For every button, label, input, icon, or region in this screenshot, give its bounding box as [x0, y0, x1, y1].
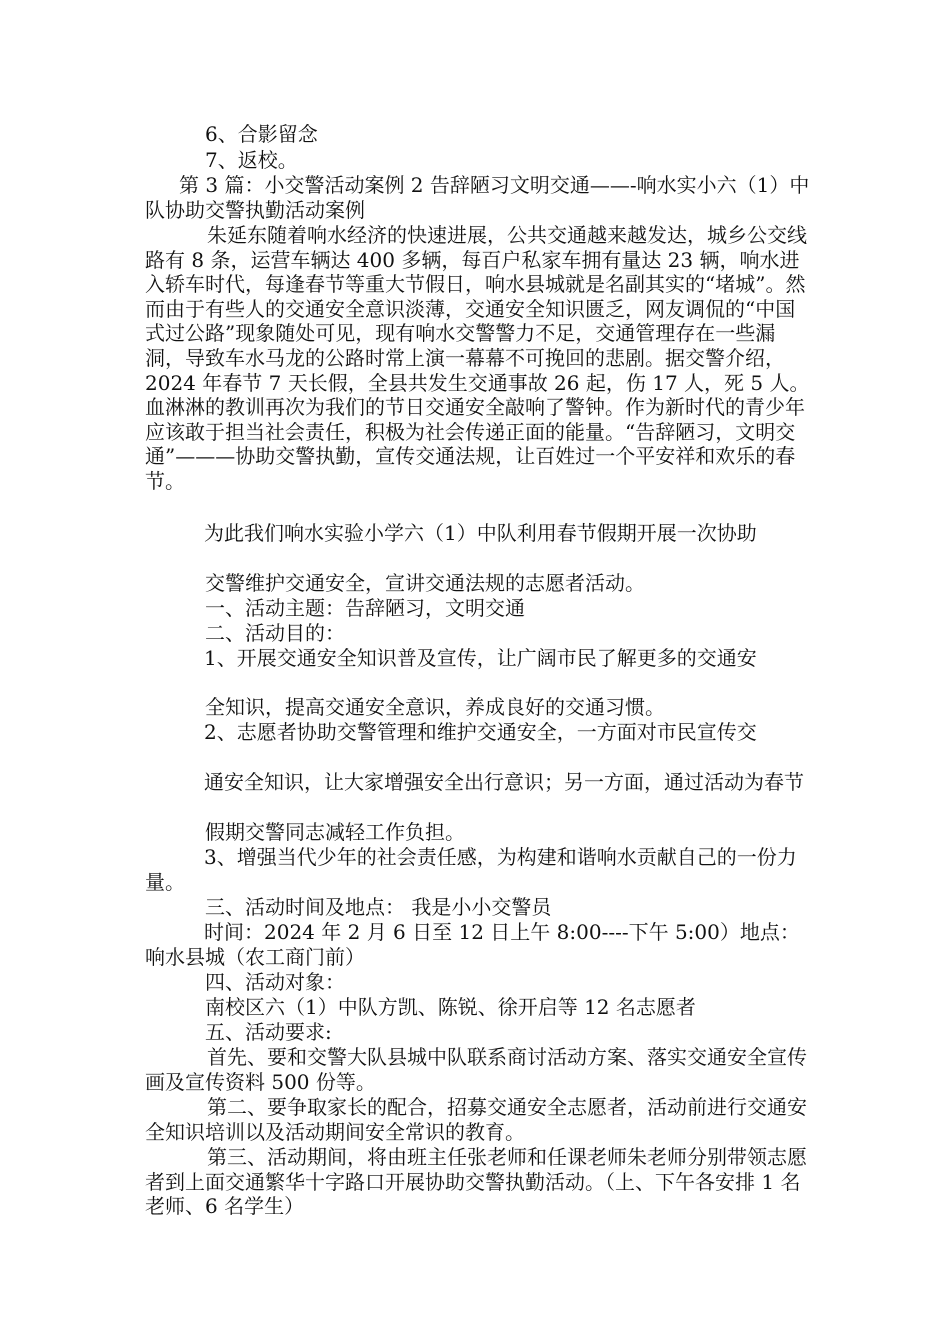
paragraph: 四、活动对象：: [205, 970, 345, 994]
paragraph: 时间：2024 年 2 月 6 日至 12 日上午 8:00----下午 5:00）地点：响水县城（农工商门前）: [145, 920, 800, 969]
paragraph: 7、返校。: [205, 148, 298, 172]
paragraph: 第三、活动期间，将由班主任张老师和任课老师朱老师分别带领志愿者到上面交通繁华十字路口开展协助交警执勤活动。（上、下午各安排 1 名老师、6 名学生）: [145, 1145, 807, 1219]
paragraph: 2、志愿者协助交警管理和维护交通安全，一方面对市民宣传交: [204, 720, 757, 744]
paragraph: 朱延东随着响水经济的快速进展，公共交通越来越发达，城乡公交线路有 8 条，运营车辆达 400 多辆，每百户私家车拥有量达 23 辆，响水进入轿车时代，每逢春节等重大节假日，响水县城就是名副其实的“堵城”。然而由于有些人的交通安全意识淡薄，交通安全知识匮乏，网友调侃的“中国式过公路”现象随处可见，现有响水交警警力不足，交通管理存在一些漏洞，导致车水马龙的公路时常上演一幕幕不可挽回的悲剧。据交警介绍，2024 年春节 7 天长假，全县共发生交通事故 26 起，伤 17 人，死 5 人。血淋淋的教训再次为我们的节日交通安全敲响了警钟。作为新时代的青少年应该敢于担当社会责任，积极为社会传递正面的能量。“告辞陋习，文明交通”———协助交警执勤，宣传交通法规，让百姓过一个平安祥和欢乐的春节。: [145, 223, 810, 493]
paragraph: 3、增强当代少年的社会责任感，为构建和谐响水贡献自己的一份力量。: [145, 845, 797, 894]
paragraph: 6、合影留念: [205, 122, 318, 146]
paragraph: 假期交警同志减轻工作负担。: [205, 820, 465, 844]
paragraph: 1、开展交通安全知识普及宣传，让广阔市民了解更多的交通安: [204, 646, 757, 670]
section-title: 第 3 篇：小交警活动案例 2 告辞陋习文明交通——-响水实小六（1）中队协助交警执勤活动案例: [145, 173, 810, 222]
paragraph: 为此我们响水实验小学六（1）中队利用春节假期开展一次协助: [204, 521, 757, 545]
paragraph: 三、活动时间及地点： 我是小小交警员: [205, 895, 552, 919]
paragraph: 全知识，提高交通安全意识，养成良好的交通习惯。: [205, 695, 665, 719]
paragraph: 一、活动主题：告辞陋习，文明交通: [205, 596, 525, 620]
paragraph: 交警维护交通安全，宣讲交通法规的志愿者活动。: [205, 571, 645, 595]
paragraph: 二、活动目的：: [205, 621, 345, 645]
paragraph: 南校区六（1）中队方凯、陈锐、徐开启等 12 名志愿者: [205, 995, 696, 1019]
paragraph: 首先、要和交警大队县城中队联系商讨活动方案、落实交通安全宣传画及宣传资料 500 份等。: [145, 1045, 807, 1094]
paragraph: 通安全知识，让大家增强安全出行意识；另一方面，通过活动为春节: [204, 770, 804, 794]
paragraph: 五、活动要求:: [205, 1020, 332, 1044]
paragraph: 第二、要争取家长的配合，招募交通安全志愿者，活动前进行交通安全知识培训以及活动期间安全常识的教育。: [145, 1095, 807, 1144]
